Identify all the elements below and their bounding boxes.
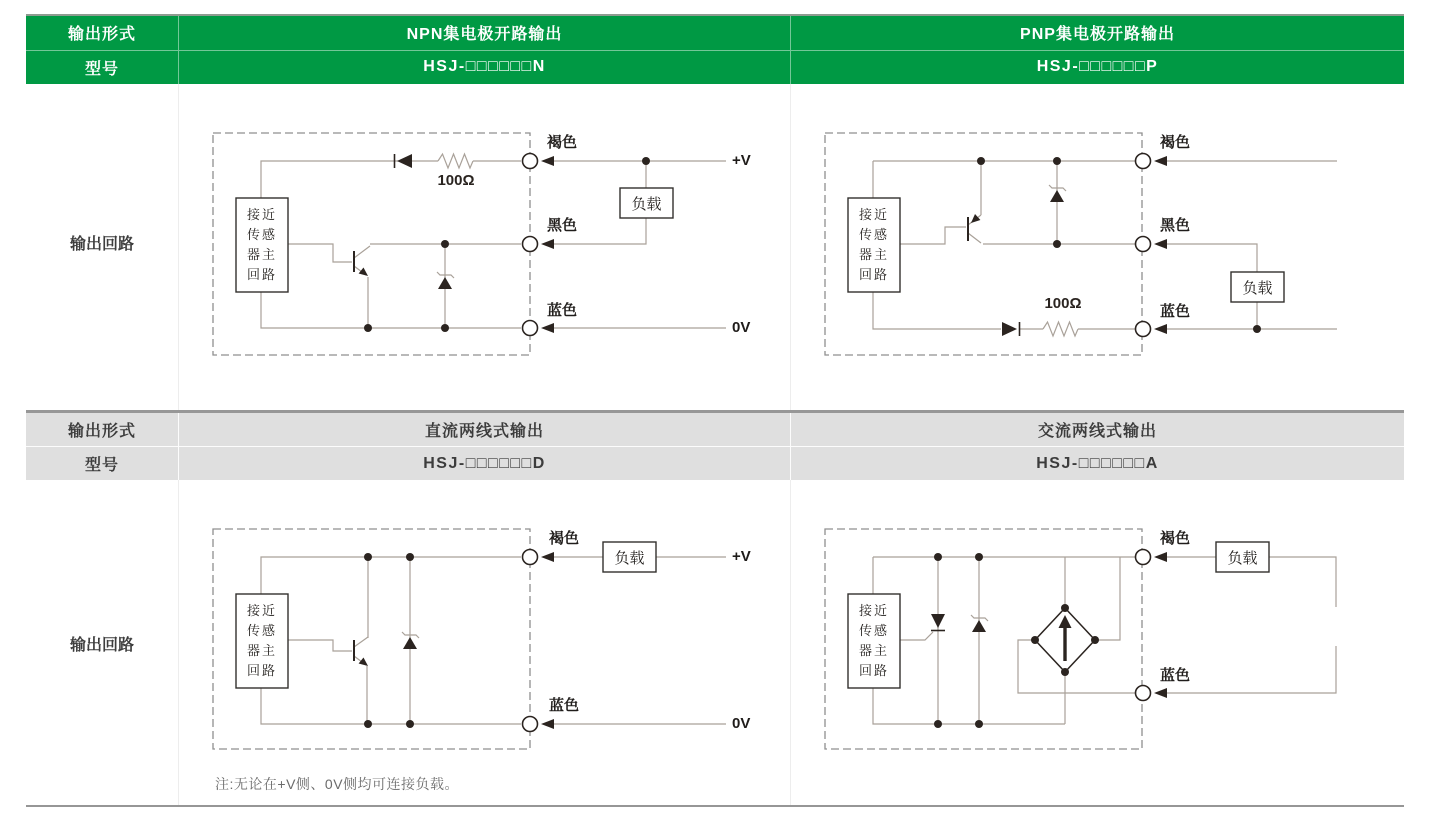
npn-model-number: HSJ-□□□□□□N (178, 51, 790, 85)
pnp-brown-wire-label: 褐色 (1160, 134, 1191, 151)
pnp-blue-wire-label: 蓝色 (1160, 303, 1191, 320)
section1-circuit-label: 输出回路 (69, 236, 134, 253)
npn-circuit-geometry (213, 133, 726, 355)
dc-zero-v-label: 0V (732, 715, 751, 732)
dc-brown-wire-label: 褐色 (549, 530, 580, 547)
load-connection-note: 注:无论在+V侧、0V侧均可连接负载。 (215, 776, 460, 792)
output-type-label: 输出形式 (67, 26, 136, 44)
pnp-circuit-geometry (825, 133, 1337, 355)
pnp-output-type: PNP集电极开路输出 (790, 16, 1404, 50)
pnp-load-box: 负载 (1242, 279, 1273, 297)
ac-output-type: 交流两线式输出 (790, 413, 1404, 446)
npn-zero-v-label: 0V (732, 319, 751, 336)
output-type-label: 输出形式 (67, 423, 136, 440)
dc-output-type: 直流两线式输出 (178, 413, 790, 446)
pnp-black-wire-label: 黑色 (1160, 217, 1191, 234)
dc-model-number: HSJ-□□□□□□D (178, 447, 790, 480)
ac-blue-wire-label: 蓝色 (1160, 667, 1191, 684)
dc-sensor-main-circuit-box: 接近传感器主回路 (247, 603, 278, 678)
ac-load-box: 负载 (1227, 549, 1258, 567)
dc-load-box: 负载 (614, 549, 645, 567)
section2-circuit-label: 输出回路 (69, 637, 134, 654)
npn-sensor-main-circuit-box: 接近传感器主回路 (247, 207, 278, 282)
pnp-resistor-value: 100Ω (1044, 295, 1082, 312)
npn-blue-wire-label: 蓝色 (547, 302, 578, 319)
model-label: 型号 (84, 60, 119, 78)
dc-blue-wire-label: 蓝色 (549, 697, 580, 714)
npn-load-box: 负载 (631, 195, 662, 213)
npn-plus-v-label: +V (732, 152, 751, 169)
model-label: 型号 (84, 457, 119, 474)
npn-resistor-value: 100Ω (437, 172, 475, 189)
npn-output-type: NPN集电极开路输出 (178, 16, 790, 50)
pnp-model-number: HSJ-□□□□□□P (790, 51, 1404, 85)
dc-plus-v-label: +V (732, 548, 751, 565)
ac-model-number: HSJ-□□□□□□A (790, 447, 1404, 480)
npn-black-wire-label: 黑色 (547, 217, 578, 234)
ac-sensor-main-circuit-box: 接近传感器主回路 (859, 603, 890, 678)
ac-brown-wire-label: 褐色 (1160, 530, 1191, 547)
pnp-sensor-main-circuit-box: 接近传感器主回路 (859, 207, 890, 282)
npn-brown-wire-label: 褐色 (547, 134, 578, 151)
